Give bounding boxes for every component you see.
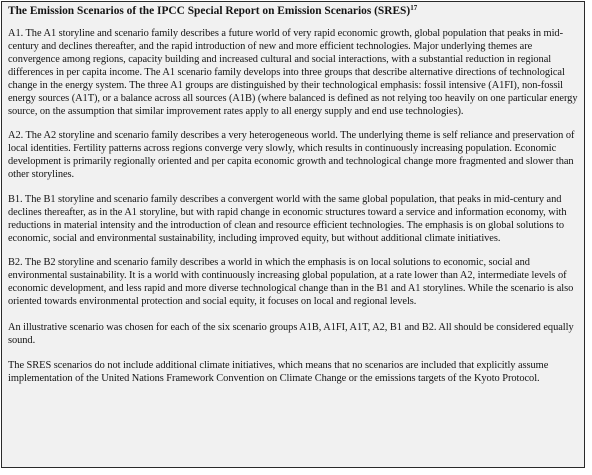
- footnote-marker: 17: [410, 4, 418, 12]
- paragraph-illustrative: An illustrative scenario was chosen for each of the six scenario groups A1B, A1FI, A1T, A2, B1 and B2. All should be considered equally sound.: [8, 322, 574, 346]
- paragraph-a1: A1. The A1 storyline and scenario family describes a future world of very rapid economic growth, global population that peaks in mid-century and declines thereafter, and the rapid introduction of new and more efficient technologies. Major underlying themes are convergence among regions, capacity building and increased cultural and social interactions, with a substantial reduction in regional differences in per capita income. The A1 scenario family develops into three groups that describe alternative directions of technological change in the energy system. The three A1 groups are distinguished by their technological emphasis: fossil intensive (A1FI), non-fossil energy sources (A1T), or a balance across all sources (A1B) (where balanced is defined as not relying too heavily on one particular energy source, on the assumption that similar improvement rates apply to all energy supply and end use technologies).: [8, 28, 578, 117]
- paragraph-sres-note: The SRES scenarios do not include additional climate initiatives, which means that no scenarios are included that explicitly assume implementation of the United Nations Framework Convention on Climate Change or the emissions targets of the Kyoto Protocol.: [8, 360, 549, 384]
- sres-box: [1, 1, 585, 468]
- paragraph-b2: B2. The B2 storyline and scenario family describes a world in which the emphasis is on local solutions to economic, social and environmental sustainability. It is a world with continuously increasing global population, at a rate lower than A2, intermediate levels of economic development, and less rapid and more diverse technological change than in the B1 and A1 storylines. While the scenario is also oriented towards environmental protection and social equity, it focuses on local and regional levels.: [8, 257, 574, 307]
- box-title: [8, 5, 578, 18]
- box-title-text: The Emission Scenarios of the IPCC Special Report on Emission Scenarios (SRES): [8, 5, 411, 17]
- paragraph-b1: B1. The B1 storyline and scenario family describes a convergent world with the same global population, that peaks in mid-century and declines thereafter, as in the A1 storyline, but with rapid change in economic structures toward a service and information economy, with reductions in material intensity and the introduction of clean and resource efficient technologies. The emphasis is on global solutions to economic, social and environmental sustainability, including improved equity, but without additional climate initiatives.: [8, 194, 567, 244]
- paragraph-a2: A2. The A2 storyline and scenario family describes a very heterogeneous world. The underlying theme is self reliance and preservation of local identities. Fertility patterns across regions converge very slowly, which results in continuously increasing population. Economic development is primarily regionally oriented and per capita economic growth and technological change more fragmented and slower than other storylines.: [8, 130, 575, 180]
